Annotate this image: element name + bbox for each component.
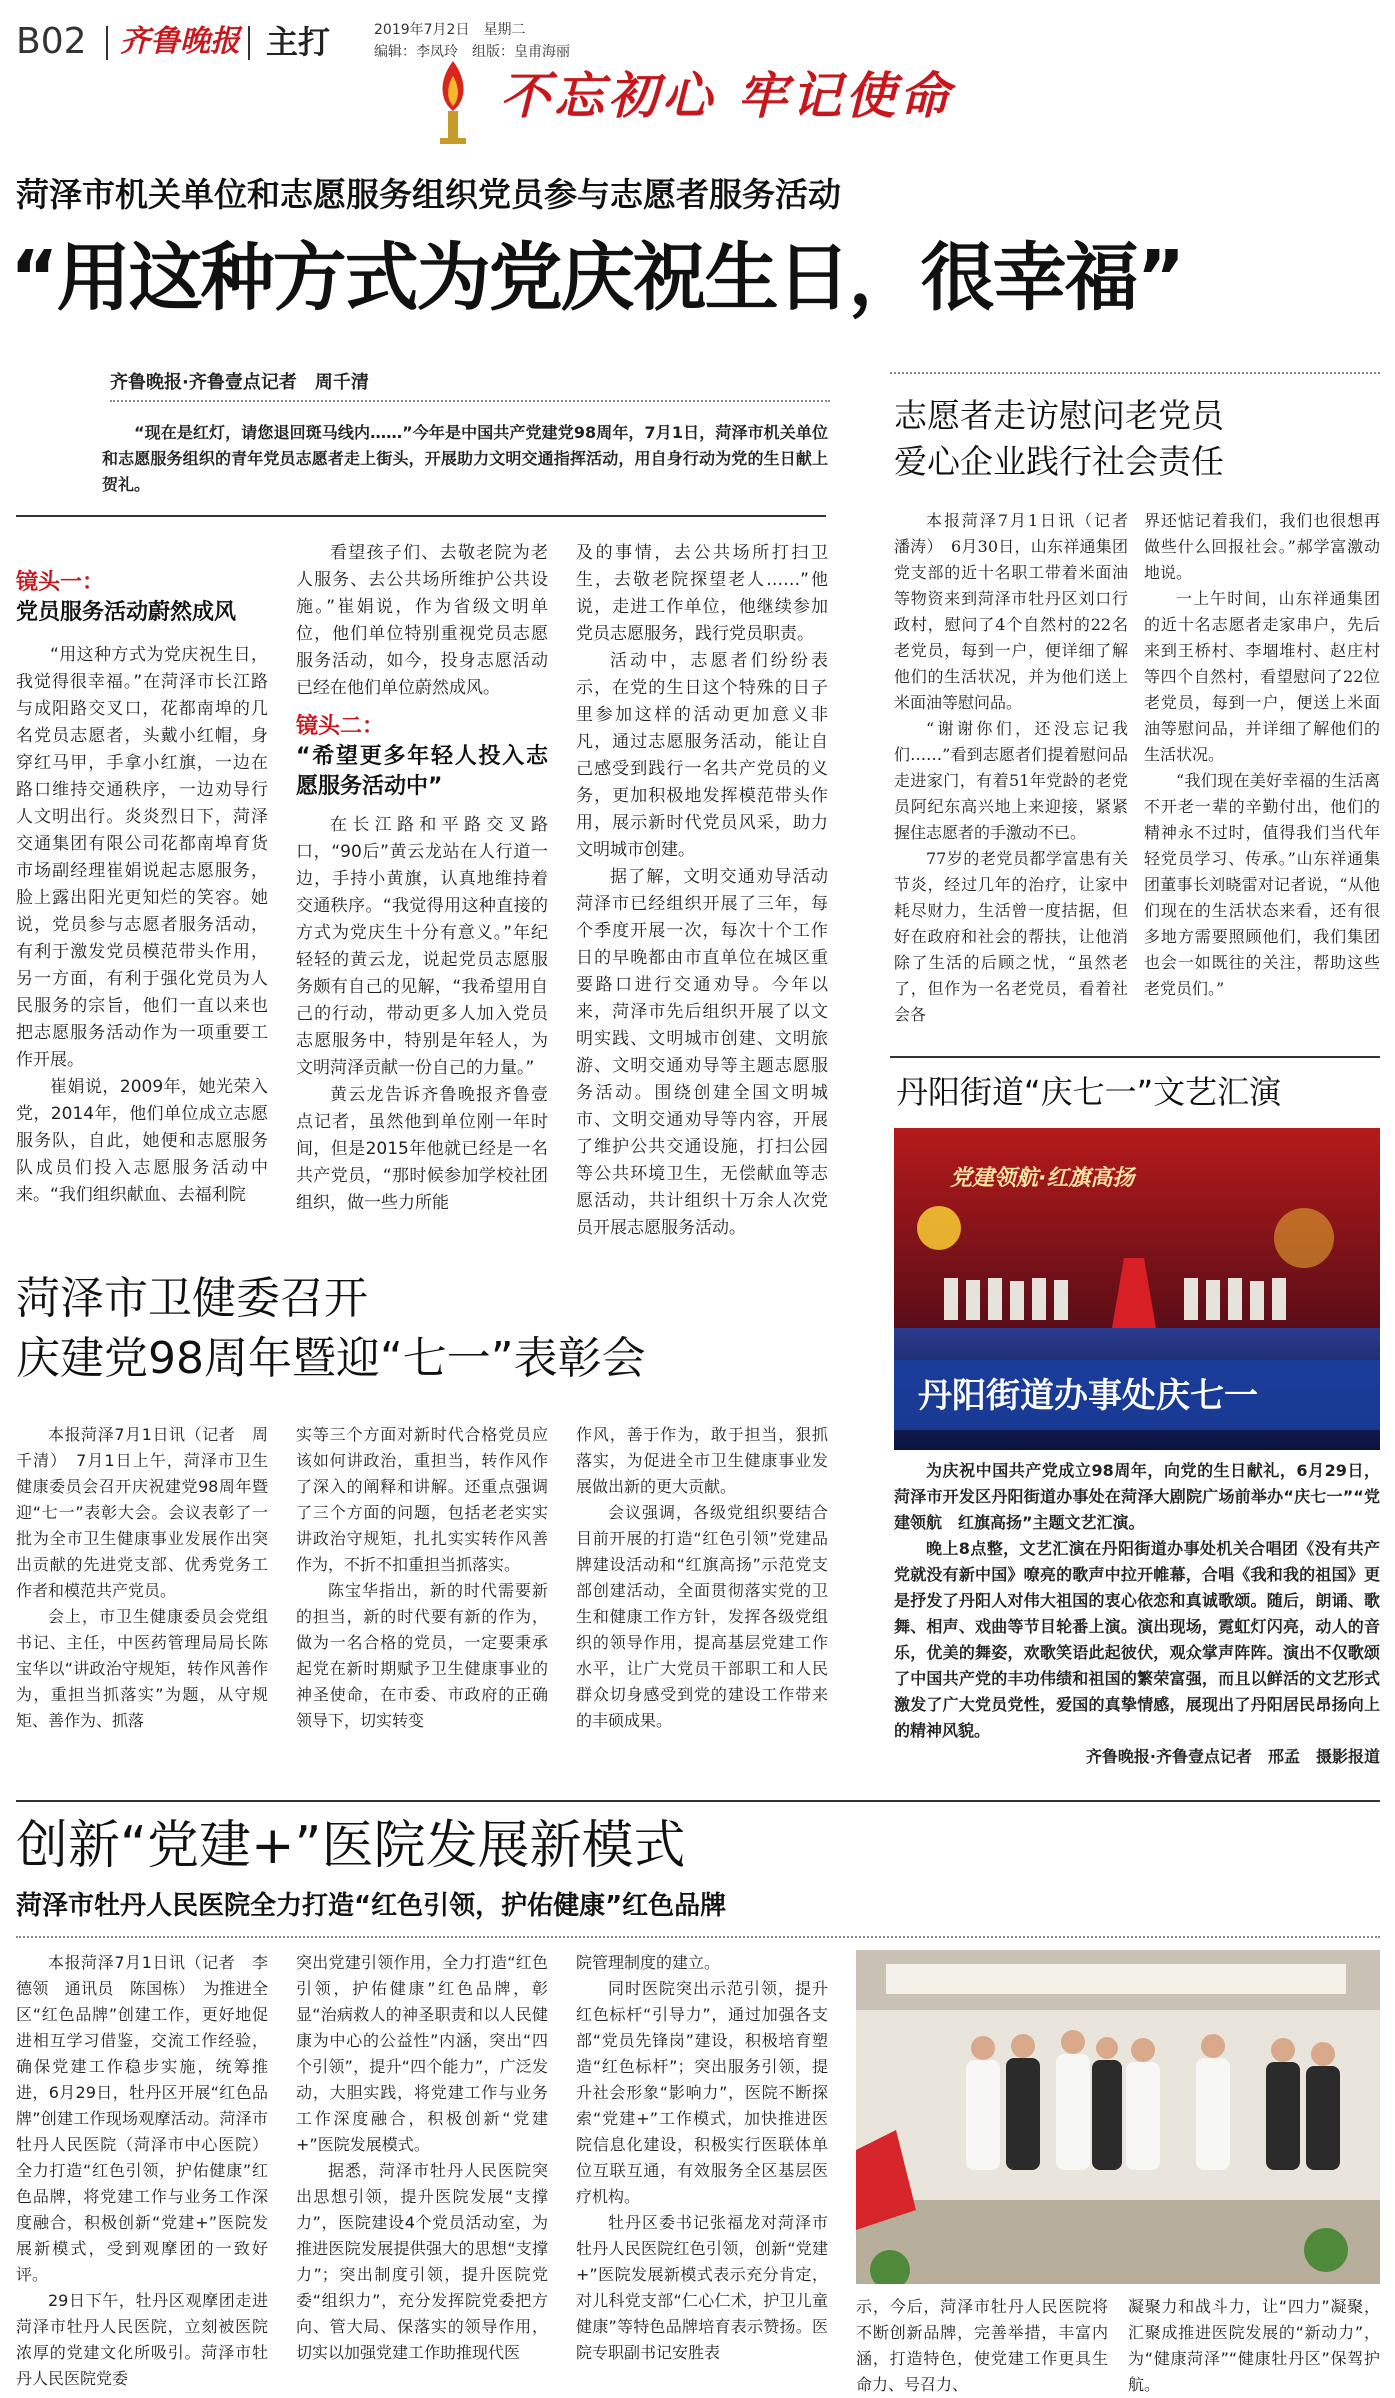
hospital-column-5: [1128, 2294, 1380, 2398]
health-column-2: [296, 1422, 548, 1734]
culture-photo: [894, 1128, 1380, 1450]
stage-banner-top: 党建领航·红旗高扬: [950, 1166, 1135, 1191]
health-paragraph: 本报菏泽7月1日讯（记者 周千清） 7月1日上午，菏泽市卫生健康委员会召开庆祝建党98周年暨迎“七一”表彰大会。会议表彰了一批为全市卫生健康事业发展作出突出贡献的先进党支部、优秀党务工作者和模范共产党员。: [16, 1425, 268, 1600]
lead-paragraph: 活动中，志愿者们纷纷表示，在党的生日这个特殊的日子里参加这样的活动更加意义非凡，通过志愿服务活动，能让自己感受到践行一名共产党员的义务，更加积极地发挥模范带头作用，展示新时代党员风采，助力文明城市创建。: [576, 651, 828, 860]
right-paragraph: “谢谢你们，还没忘记我们……”看到志愿者们提着慰问品走进家门，有着51年党龄的老党员阿纪东高兴地上来迎接，紧紧握住志愿者的手激动不已。: [894, 719, 1128, 842]
slogan: 不忘初心 牢记使命: [500, 66, 954, 125]
lead-paragraph: 及的事情，去公共场所打扫卫生，去敬老院探望老人……”他说，走进工作单位，他继续参加党员志愿服务，践行党员职责。: [576, 543, 828, 644]
right-paragraph: “我们现在美好幸福的生活离不开老一辈的辛勤付出，他们的精神永不过时，值得我们当代年轻党员学习、传承。”山东祥通集团董事长刘晓雷对记者说，“从他们现在的生活状态来看，还有很多地方需要照顾他们，我们集团也会一如既往的关注，帮助这些老党员们。”: [1144, 771, 1380, 998]
lead-intro: “现在是红灯，请您退回斑马线内……”今年是中国共产党建党98周年，7月1日，菏泽市机关单位和志愿服务组织的青年党员志愿者走上街头，开展助力文明交通指挥活动，用自身行动为党的生日献上贺礼。: [102, 423, 828, 494]
lead-paragraph: “用这种方式为党庆祝生日，我觉得很幸福。”在菏泽市长江路与成阳路交叉口，花都南埠的几名党员志愿者，头戴小红帽，身穿红马甲，手拿小红旗，一边在路口维持交通秩序，一边劝导行人文明出行。炎炎烈日下，菏泽交通集团有限公司花都南埠育货市场副经理崔娟说起志愿服务，脸上露出阳光更知烂的笑容。她说，党员参与志愿者服务活动，有利于激发党员模范带头作用，另一方面，有利于强化党员为人民服务的宗旨，他们一直以来也把志愿服务活动作为一项重要工作开展。: [16, 645, 268, 1070]
right-top-rule: [890, 372, 1380, 374]
lead-paragraph: 在长江路和平路交叉路口，“90后”黄云龙站在人行道一边，手持小黄旗，认真地维持着交通秩序。“我觉得用这种直接的方式为党庆生十分有意义。”年纪轻轻的黄云龙，说起党员志愿服务颇有自己的见解，“我希望用自己的行动，带动更多人加入党员志愿服务中，特别是年轻人，为文明菏泽贡献一份自己的力量。”: [296, 815, 548, 1078]
hospital-subtitle: 菏泽市牡丹人民医院全力打造“红色引领，护佑健康”红色品牌: [16, 1891, 727, 1921]
hospital-column-3: [576, 1950, 828, 2366]
hospital-photo: [856, 1950, 1380, 2284]
slogan-emblem: [418, 56, 488, 146]
health-column-3: [576, 1422, 828, 1734]
lead-column-3: [576, 540, 828, 1242]
right-paragraph: 一上午时间，山东祥通集团的近十名志愿者走家串户，先后来到王桥村、李堌堆村、赵庄村等四个自然村，看望慰问了22位老党员，每到一户，便送上米面油等慰问品，并详细了解他们的生活状况。: [1144, 589, 1380, 764]
editor-credits: 编辑：李凤玲 组版：皇甫海丽: [374, 44, 570, 60]
culture-title: 丹阳街道“庆七一”文艺汇演: [896, 1073, 1282, 1111]
stage-banner-bottom: 丹阳街道办事处庆七一: [918, 1376, 1258, 1416]
byline-rule: [110, 400, 830, 402]
lead-paragraph: 看望孩子们、去敬老院为老人服务、去公共场所维护公共设施。”崔娟说，作为省级文明单位，他们单位特别重视党员志愿服务活动，如今，投身志愿活动已经在他们单位蔚然成风。: [296, 543, 548, 698]
hospital-title: 创新“党建+”医院发展新模式: [16, 1816, 686, 1876]
health-paragraph: 作风，善于作为，敢于担当，狠抓落实，为促进全市卫生健康事业发展做出新的更大贡献。: [576, 1425, 828, 1496]
lens2-label: 镜头二：: [296, 714, 385, 739]
lens1-title: 党员服务活动蔚然成风: [16, 600, 237, 625]
hospital-paragraph: 据悉，菏泽市牡丹人民医院突出思想引领，提升医院发展“支撑力”，医院建设4个党员活动室，为推进医院发展提供强大的思想“支撑力”；突出制度引领，提升医院党委“组织力”，充分发挥院党委把方向、管大局、保落实的领导作用，切实以加强党建工作助推现代医: [296, 2161, 548, 2362]
page-number: B02: [16, 21, 87, 62]
lens2-title: “希望更多年轻人投入志愿服务活动中”: [296, 744, 548, 799]
issue-date: 2019年7月2日 星期二: [374, 22, 526, 38]
hospital-paragraph: 牡丹区委书记张福龙对菏泽市牡丹人民医院红色引领，创新“党建+”医院发展新模式表示充分肯定，对儿科党支部“仁心仁术，护卫儿童健康”等特色品牌培育表示赞扬。医院专职副书记安胜表: [576, 2213, 828, 2362]
health-paragraph: 会上，市卫生健康委员会党组书记、主任，中医药管理局局长陈宝华以“讲政治守规矩，转作风善作为，重担当抓落实”为题，从守规矩、善作为、抓落: [16, 1607, 268, 1730]
hospital-sub-rule: [16, 1936, 1380, 1938]
hospital-paragraph: 29日下午，牡丹区观摩团走进菏泽市牡丹人民医院，立刻被医院浓厚的党建文化所吸引。菏泽市牡丹人民医院党委: [16, 2291, 268, 2388]
right-story-title-2: 爱心企业践行社会责任: [894, 442, 1224, 481]
health-title-2: 庆建党98周年暨迎“七一”表彰会: [16, 1333, 646, 1384]
visit-photo-illustration: [856, 1950, 1380, 2284]
health-paragraph: 实等三个方面对新时代合格党员应该如何讲政治，重担当，转作风作了深入的阐释和讲解。还重点强调了三个方面的问题，包括老老实实讲政治守规矩，扎扎实实转作风善作为，不折不扣重担当抓落实。: [296, 1425, 548, 1574]
hospital-paragraph: 示，今后，菏泽市牡丹人民医院将不断创新品牌，完善举措，丰富内涵，打造特色，使党建工作更具生命力、号召力、: [856, 2297, 1108, 2394]
right-paragraph: 本报菏泽7月1日讯（记者 潘涛） 6月30日，山东祥通集团党支部的近十名职工带着米面油等物资来到菏泽市牡丹区刘口行政村，慰问了4个自然村的22名老党员，每到一户，便详细了解他们的生活状况，并为他们送上米面油等慰问品。: [894, 511, 1145, 712]
hospital-paragraph: 院管理制度的建立。: [576, 1953, 721, 1972]
paper-logo: 齐鲁晚报: [120, 24, 240, 59]
hospital-column-1: [16, 1950, 268, 2392]
culture-caption: [894, 1458, 1380, 1770]
culture-top-rule: [890, 1056, 1380, 1058]
health-paragraph: 会议强调，各级党组织要结合目前开展的打造“红色引领”党建品牌建设活动和“红旗高扬”示范党支部创建活动，全面贯彻落实党的卫生和健康工作方针，发挥各级党组织的领导作用，提高基层党建工作水平，让广大党员干部职工和人民群众切身感受到党的建设工作带来的丰硕成果。: [576, 1503, 828, 1730]
lead-column-2: [296, 540, 548, 1217]
torch-icon: [418, 56, 488, 146]
lens1-label: 镜头一：: [16, 570, 105, 595]
right-paragraph: 77岁的老党员都学富患有关节炎，经过几年的治疗，让家中耗尽财力，生活曾一度拮据，但好在政府和社会的帮扶，让他消除了生活的后顾之忧，“虽然老了，但作为一名老党员，看着社会各: [894, 849, 1128, 1024]
intro-rule: [16, 515, 826, 517]
right-story-title-1: 志愿者走访慰问老党员: [894, 396, 1224, 435]
hospital-top-rule: [16, 1800, 1380, 1802]
health-column-1: [16, 1422, 268, 1734]
right-column-2: [1144, 508, 1380, 1002]
caption-lead: 为庆祝中国共产党成立98周年，向党的生日献礼，6月29日，菏泽市开发区丹阳街道办事处在菏泽大剧院广场前举办“庆七一”“党建领航 红旗高扬”主题文艺汇演。: [894, 1461, 1380, 1532]
lead-column-1: [16, 568, 268, 1209]
lead-paragraph: 崔娟说，2009年，她光荣入党，2014年，他们单位成立志愿服务队，自此，她便和志愿服务队成员们投入志愿服务活动中来。“我们组织献血、去福利院: [16, 1077, 268, 1205]
hospital-paragraph: 凝聚力和战斗力，让“四力”凝聚，汇聚成推进医院发展的“新动力”，为“健康菏泽”“健康牡丹区”保驾护航。: [1128, 2297, 1380, 2394]
section-label: 主打: [266, 23, 331, 61]
lead-kicker: 菏泽市机关单位和志愿服务组织党员参与志愿者服务活动: [16, 175, 841, 214]
lead-paragraph: 黄云龙告诉齐鲁晚报齐鲁壹点记者，虽然他到单位刚一年时间，但是2015年他就已经是一名共产党员，“那时候参加学校社团组织，做一些力所能: [296, 1085, 548, 1213]
photo-credit: 齐鲁晚报·齐鲁壹点记者 邢孟 摄影报道: [1085, 1747, 1380, 1766]
hospital-paragraph: 突出党建引领作用，全力打造“红色引领，护佑健康”红色品牌，彰显“治病救人的神圣职责和以人民健康为中心的公益性”内涵，突出“四个引领”，提升“四个能力”，广泛发动，大胆实践，将党建工作与业务工作深度融合，积极创新“党建+”医院发展模式。: [296, 1953, 548, 2154]
hospital-paragraph: 同时医院突出示范引领，提升红色标杆“引导力”，通过加强各支部“党员先锋岗”建设，积极培育塑造“红色标杆”；突出服务引领，提升社会形象“影响力”，医院不断探索“党建+”工作模式，加快推进医院信息化建设，积极实行医联体单位互联互通，有效服务全区基层医疗机构。: [576, 1979, 828, 2206]
lead-paragraph: 据了解，文明交通劝导活动菏泽市已经组织开展了三年，每个季度开展一次，每次十个工作日的早晚都由市直单位在城区重要路口进行交通劝导。今年以来，菏泽市先后组织开展了以文明实践、文明城市创建、文明旅游、文明交通劝导等主题志愿服务活动。围绕创建全国文明城市、文明交通劝导等内容，开展了维护公共交通设施，打扫公园等公共环境卫生，无偿献血等志愿活动，共计组织十万余人次党员开展志愿服务活动。: [576, 867, 828, 1238]
caption-body: 晚上8点整，文艺汇演在丹阳街道办事处机关合唱团《没有共产党就没有新中国》嘹亮的歌声中拉开帷幕，合唱《我和我的祖国》更是抒发了丹阳人对伟大祖国的衷心依恋和真诚歌颂。随后，朗诵、歌舞、相声、戏曲等节目轮番上演。演出现场，霓虹灯闪亮，动人的音乐，优美的舞姿，欢歌笑语此起彼伏，观众掌声阵阵。演出不仅歌颂了中国共产党的丰功伟绩和祖国的繁荣富强，而且以鲜活的文艺形式激发了广大党员党性，爱国的真挚情感，展现出了丹阳居民昂扬向上的精神风貌。: [894, 1539, 1380, 1740]
hospital-column-2: [296, 1950, 548, 2366]
right-paragraph: 界还惦记着我们，我们也很想再做些什么回报社会。”郝学富激动地说。: [1144, 511, 1380, 582]
hospital-column-4: [856, 2294, 1108, 2398]
lead-headline: “用这种方式为党庆祝生日，很幸福”: [10, 235, 1184, 321]
right-column-1: [894, 508, 1145, 1028]
health-title-1: 菏泽市卫健委召开: [16, 1273, 368, 1324]
hospital-paragraph: 本报菏泽7月1日讯（记者 李德领 通讯员 陈国栋） 为推进全区“红色品牌”创建工作，更好地促进相互学习借鉴，交流工作经验，确保党建工作稳步实施，统筹推进，6月29日，牡丹区开展“红色品牌”创建工作现场观摩活动。菏泽市牡丹人民医院（菏泽市中心医院）全力打造“红色引领，护佑健康”红色品牌，将党建工作与业务工作深度融合，积极创新“党建+”医院发展新模式，受到观摩团的一致好评。: [16, 1953, 268, 2284]
health-paragraph: 陈宝华指出，新的时代需要新的担当，新的时代要有新的作为，做为一名合格的党员，一定要秉承起党在新时期赋予卫生健康事业的神圣使命，在市委、市政府的正确领导下，切实转变: [296, 1581, 548, 1730]
header-divider-2: [248, 26, 250, 60]
lead-byline: 齐鲁晚报·齐鲁壹点记者 周千清: [110, 372, 369, 393]
header-divider: [106, 26, 108, 60]
